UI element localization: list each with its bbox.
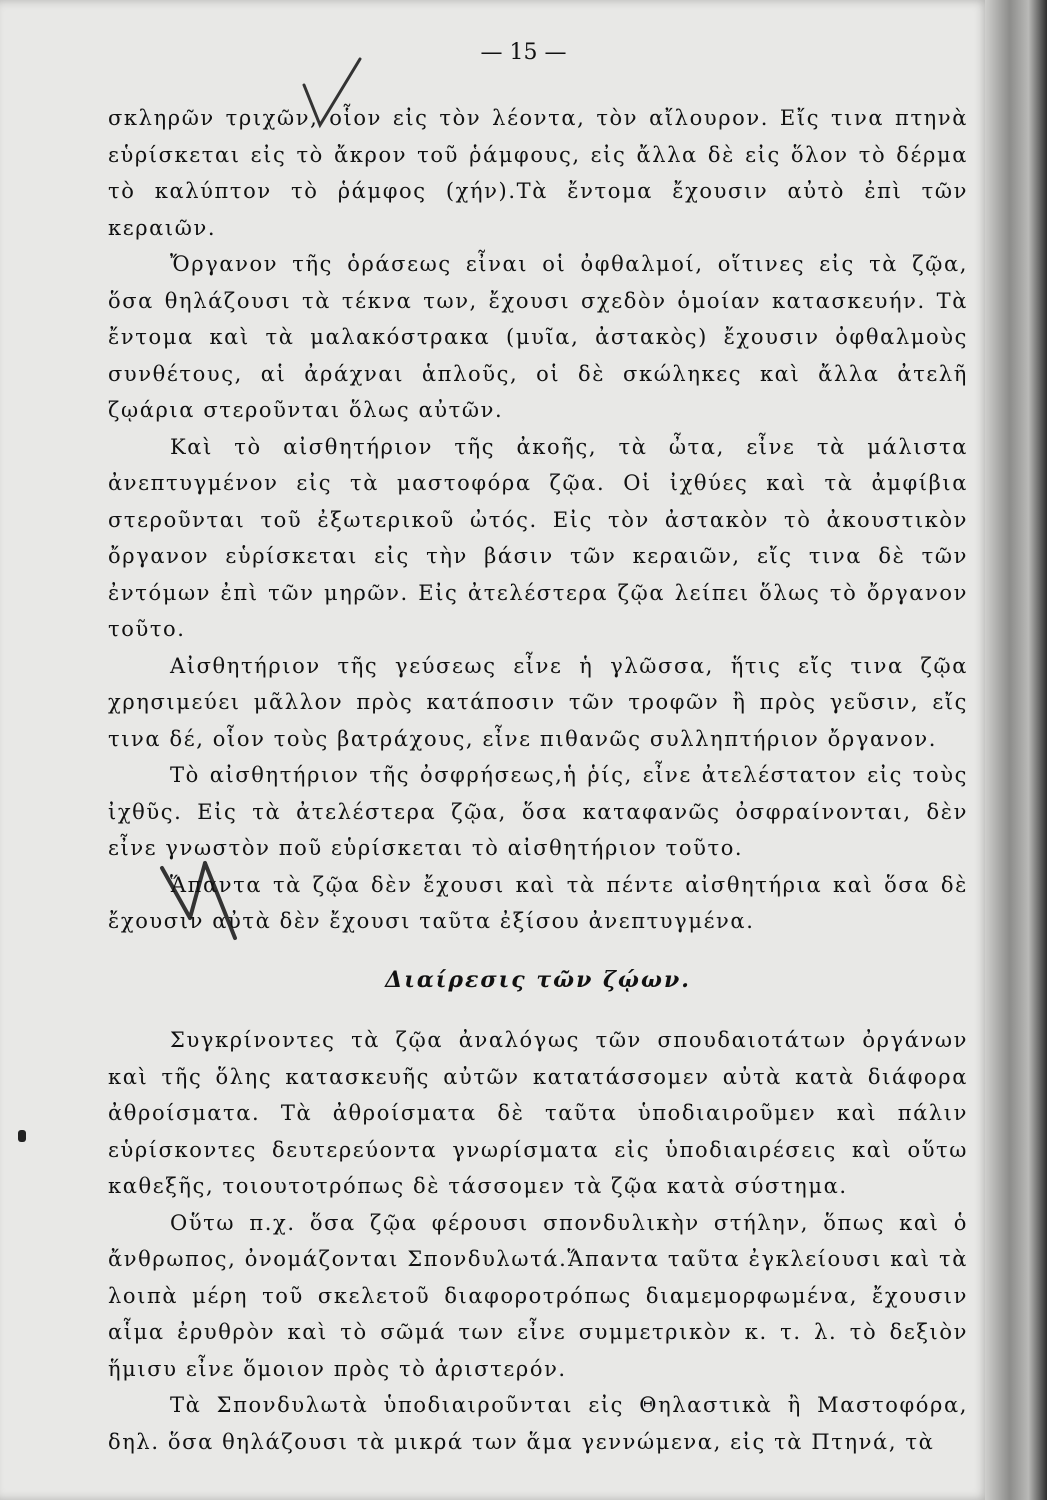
paragraph: Ἅπαντα τὰ ζῷα δὲν ἔχουσι καὶ τὰ πέντε αἰσθητήρια καὶ ὅσα δὲ ἔχουσιν αὐτὰ δὲν ἔχουσι ταῦτα ἐξίσου ἀνεπτυγμένα. bbox=[108, 872, 968, 933]
paragraph: Αἰσθητήριον τῆς γεύσεως εἶνε ἡ γλῶσσα, ἥτις εἴς τινα ζῷα χρησιμεύει μᾶλλον πρὸς κατάποσιν τῶν τροφῶν ἢ πρὸς γεῦσιν, εἴς τινα δέ, οἷον τοὺς βατράχους, εἶνε πιθανῶς συλληπτήριον ὄργανον. bbox=[108, 653, 968, 751]
paragraph: Τὰ Σπονδυλωτὰ ὑποδιαιροῦνται εἰς Θηλαστικὰ ἢ Μαστοφόρα, δηλ. ὅσα θηλάζουσι τὰ μικρά των ἅμα γεννώμενα, εἰς τὰ Πτηνά, τὰ bbox=[108, 1393, 968, 1454]
paragraph: Οὕτω π.χ. ὅσα ζῷα φέρουσι σπονδυλικὴν στήλην, ὅπως καὶ ὁ ἄνθρωπος, ὀνομάζονται Σπονδυλωτά.Ἅπαντα ταῦτα ἐγκλείουσι καὶ τὰ λοιπὰ μέρη τοῦ σκελετοῦ διαφοροτρόπως διαμεμορφωμένα, ἔχουσιν αἷμα ἐρυθρὸν καὶ τὸ σῶμά των εἶνε συμμετρικὸν κ. τ. λ. τὸ δεξιὸν ἥμισυ εἶνε ὅμοιον πρὸς τὸ ἀριστερόν. bbox=[108, 1210, 968, 1381]
paragraph: σκληρῶν τριχῶν, οἷον εἰς τὸν λέοντα, τὸν αἴλουρον. Εἴς τινα πτηνὰ εὑρίσκεται εἰς τὸ ἄκρον τοῦ ῥάμφους, εἰς ἄλλα δὲ εἰς ὅλον τὸ δέρμα τὸ καλύπτον τὸ ῥάμφος (χήν).Τὰ ἔντομα ἔχουσιν αὐτὸ ἐπὶ τῶν κεραιῶν. bbox=[108, 106, 968, 240]
paragraph: Καὶ τὸ αἰσθητήριον τῆς ἀκοῆς, τὰ ὦτα, εἶνε τὰ μάλιστα ἀνεπτυγμένον εἰς τὰ μαστοφόρα ζῷα. Οἱ ἰχθύες καὶ τὰ ἀμφίβια στεροῦνται τοῦ ἐξωτερικοῦ ὠτός. Εἰς τὸν ἀστακὸν τὸ ἀκουστικὸν ὄργανον εὑρίσκεται εἰς τὴν βάσιν τῶν κεραιῶν, εἴς τινα δὲ τῶν ἐντόμων ἐπὶ τῶν μηρῶν. Εἰς ἀτελέστερα ζῷα λείπει ὅλως τὸ ὄργανον τοῦτο. bbox=[108, 434, 968, 641]
page-number: — 15 — bbox=[480, 40, 567, 65]
paragraph: Ὄργανον τῆς ὁράσεως εἶναι οἱ ὀφθαλμοί, οἵτινες εἰς τὰ ζῷα, ὅσα θηλάζουσι τὰ τέκνα των, ἔχουσι σχεδὸν ὁμοίαν κατασκευήν. Τὰ ἔντομα καὶ τὰ μαλακόστρακα (μυῖα, ἀστακὸς) ἔχουσιν ὀφθαλμοὺς συνθέτους, αἱ ἀράχναι ἁπλοῦς, οἱ δὲ σκώληκες καὶ ἄλλα ἀτελῆ ζῳάρια στεροῦνται ὅλως αὐτῶν. bbox=[108, 252, 968, 422]
section-heading: Διαίρεσις τῶν ζῴων. bbox=[385, 966, 691, 993]
paragraph: Συγκρίνοντες τὰ ζῷα ἀναλόγως τῶν σπουδαιοτάτων ὀργάνων καὶ τῆς ὅλης κατασκευῆς αὐτῶν κατατάσσομεν αὐτὰ κατὰ διάφορα ἀθροίσματα. Τὰ ἀθροίσματα δὲ ταῦτα ὑποδιαιροῦμεν καὶ πάλιν εὑρίσκοντες δευτερεύοντα γνωρίσματα εἰς ὑποδιαιρέσεις καὶ οὕτω καθεξῆς, τοιουτοτρόπως δὲ τάσσομεν τὰ ζῷα κατὰ σύστημα. bbox=[108, 1028, 968, 1198]
main-text bbox=[108, 100, 968, 1460]
paragraph: Τὸ αἰσθητήριον τῆς ὀσφρήσεως,ἡ ῥίς, εἶνε ἀτελέστατον εἰς τοὺς ἰχθῦς. Εἰς τὰ ἀτελέστερα ζῷα, ὅσα καταφανῶς ὀσφραίνονται, δὲν εἶνε γνωστὸν ποῦ εὑρίσκεται τὸ αἰσθητήριον τοῦτο. bbox=[108, 763, 968, 860]
page-edge-shadow bbox=[985, 0, 1047, 1500]
binding-hole bbox=[18, 1130, 26, 1142]
